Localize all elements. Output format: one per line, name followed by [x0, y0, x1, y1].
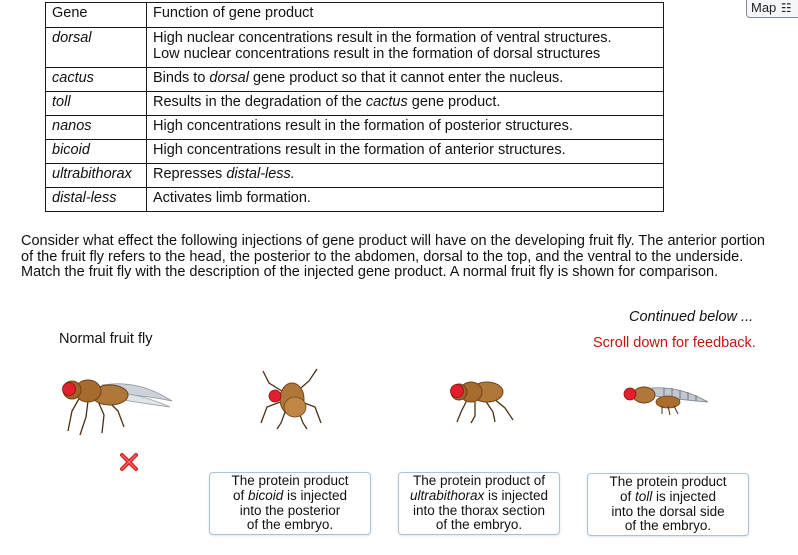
gene-cell: dorsal — [46, 28, 147, 68]
answer-line: The protein product — [231, 473, 349, 488]
gene-cell: distal-less — [46, 188, 147, 212]
answer-line: of the embryo. — [246, 517, 334, 533]
instructions-text: Consider what effect the following injections of gene product will have on the developing fruit fly. The anterior portion of the fruit fly refers to the head, the posterior to the abdomen, dorsal to the top, and the ventral to the underside. Match the fruit fly with the description of the injected gene product. A normal fruit fly is shown for comparison. — [21, 233, 765, 280]
ultrabithorax-fly-image — [445, 372, 519, 424]
bicoid-fly-image — [259, 363, 325, 431]
gene-reference: dorsal — [209, 70, 249, 86]
function-cell: Activates limb formation. — [147, 188, 664, 212]
table-header-row — [46, 3, 664, 28]
answer-line: ultrabithorax is injected — [409, 487, 549, 503]
map-button[interactable] — [746, 0, 798, 18]
answer-option-toll[interactable] — [587, 473, 749, 536]
normal-fly-label: Normal fruit fly — [59, 331, 153, 347]
continued-below-label: Continued below ... — [629, 309, 754, 325]
function-text: gene product so that it cannot enter the nucleus. — [248, 70, 564, 86]
answer-line: into the thorax section — [412, 502, 546, 518]
function-text: Represses — [153, 166, 227, 182]
gene-reference: cactus — [365, 94, 408, 110]
normal-fly-image — [58, 365, 176, 439]
incorrect-x-icon — [119, 452, 139, 472]
function-line: Low nuclear concentrations result in the formation of dorsal structures — [153, 46, 601, 62]
feedback-hint: Scroll down for feedback. — [593, 335, 756, 351]
function-cell — [147, 164, 664, 188]
gene-cell: toll — [46, 92, 147, 116]
table-row — [46, 188, 664, 212]
header-function: Function of gene product — [147, 3, 664, 28]
function-cell — [147, 92, 664, 116]
answer-line: The protein product — [609, 474, 727, 489]
table-row — [46, 164, 664, 188]
function-text: Results in the degradation of the — [153, 94, 366, 110]
answer-line: into the dorsal side — [611, 503, 725, 519]
function-cell: High concentrations result in the formation of posterior structures. — [147, 116, 664, 140]
table-row — [46, 140, 664, 164]
function-line: High nuclear concentrations result in the formation of ventral structures. — [153, 30, 612, 46]
gene-cell: bicoid — [46, 140, 147, 164]
table-row — [46, 68, 664, 92]
gene-cell: ultrabithorax — [46, 164, 147, 188]
answer-option-bicoid[interactable] — [209, 472, 371, 535]
function-text: Binds to — [153, 70, 210, 86]
function-cell — [147, 68, 664, 92]
table-row — [46, 92, 664, 116]
answer-line: of toll is injected — [619, 488, 717, 504]
gene-function-table — [45, 2, 664, 212]
table-row — [46, 28, 664, 68]
map-button-label: Map — [751, 0, 777, 15]
answer-option-ultrabithorax[interactable] — [398, 472, 560, 535]
function-cell: High concentrations result in the formation of anterior structures. — [147, 140, 664, 164]
sitemap-icon: ☷ — [780, 1, 792, 15]
function-text: gene product. — [407, 94, 501, 110]
answer-line: of bicoid is injected — [232, 487, 348, 503]
answer-line: of the embryo. — [435, 517, 523, 533]
gene-cell: nanos — [46, 116, 147, 140]
gene-cell: cactus — [46, 68, 147, 92]
header-gene: Gene — [46, 3, 147, 28]
answer-line: into the posterior — [239, 502, 341, 518]
answer-line: of the embryo. — [624, 518, 712, 534]
function-cell — [147, 28, 664, 68]
answer-line: The protein product of — [412, 473, 546, 488]
gene-reference: distal-less. — [226, 166, 295, 182]
toll-fly-image — [622, 378, 710, 416]
table-row — [46, 116, 664, 140]
